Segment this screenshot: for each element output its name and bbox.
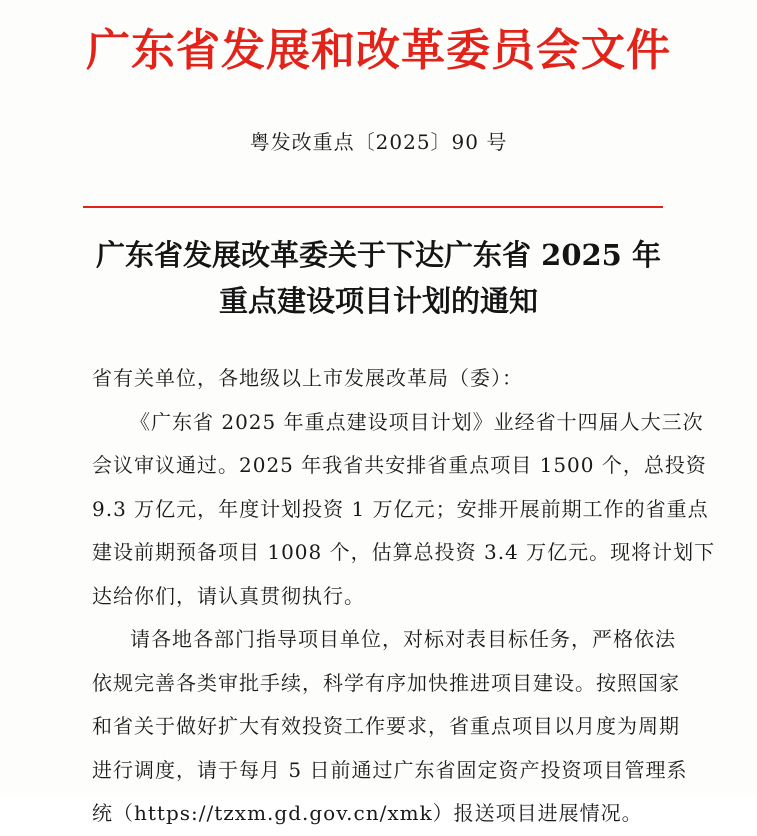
notice-body [92,357,716,836]
paragraph-2-line: 和省关于做好扩大有效投资工作要求，省重点项目以月度为周期 [92,714,680,738]
paragraph-1-line: 达给你们，请认真贯彻执行。 [92,583,365,608]
paragraph-1-line: 9.3 万亿元，年度计划投资 1 万亿元；安排开展前期工作的省重点 [92,496,709,521]
paragraph-2-line: 统（https://tzxm.gd.gov.cn/xmk）报送项目进展情况。 [92,801,643,825]
issuer-header: 广东省发展和改革委员会文件 [86,25,671,76]
paragraph-1-line: 建设前期预备项目 1008 个，估算总投资 3.4 万亿元。现将计划下 [92,540,716,564]
notice-title-line-1: 广东省发展改革委关于下达广东省 2025 年 [96,238,661,272]
paragraph-1-line: 《广东省 2025 年重点建设项目计划》业经省十四届人大三次 [130,409,704,434]
paragraph-2-line: 请各地各部门指导项目单位，对标对表目标任务，严格依法 [130,627,676,651]
paragraph-2-line: 进行调度，请于每月 5 日前通过广东省固定资产投资项目管理系 [92,757,688,782]
notice-title [0,232,757,324]
notice-title-line-2: 重点建设项目计划的通知 [218,284,538,318]
document-number: 粤发改重点〔2025〕90 号 [249,130,508,154]
paragraph-2-line: 依规完善各类审批手续，科学有序加快推进项目建设。按照国家 [92,670,680,695]
addressee-line: 省有关单位，各地级以上市发展改革局（委）： [92,366,523,390]
paragraph-1-line: 会议审议通过。2025 年我省共安排省重点项目 1500 个，总投资 [92,453,707,477]
red-separator-line [83,206,663,208]
